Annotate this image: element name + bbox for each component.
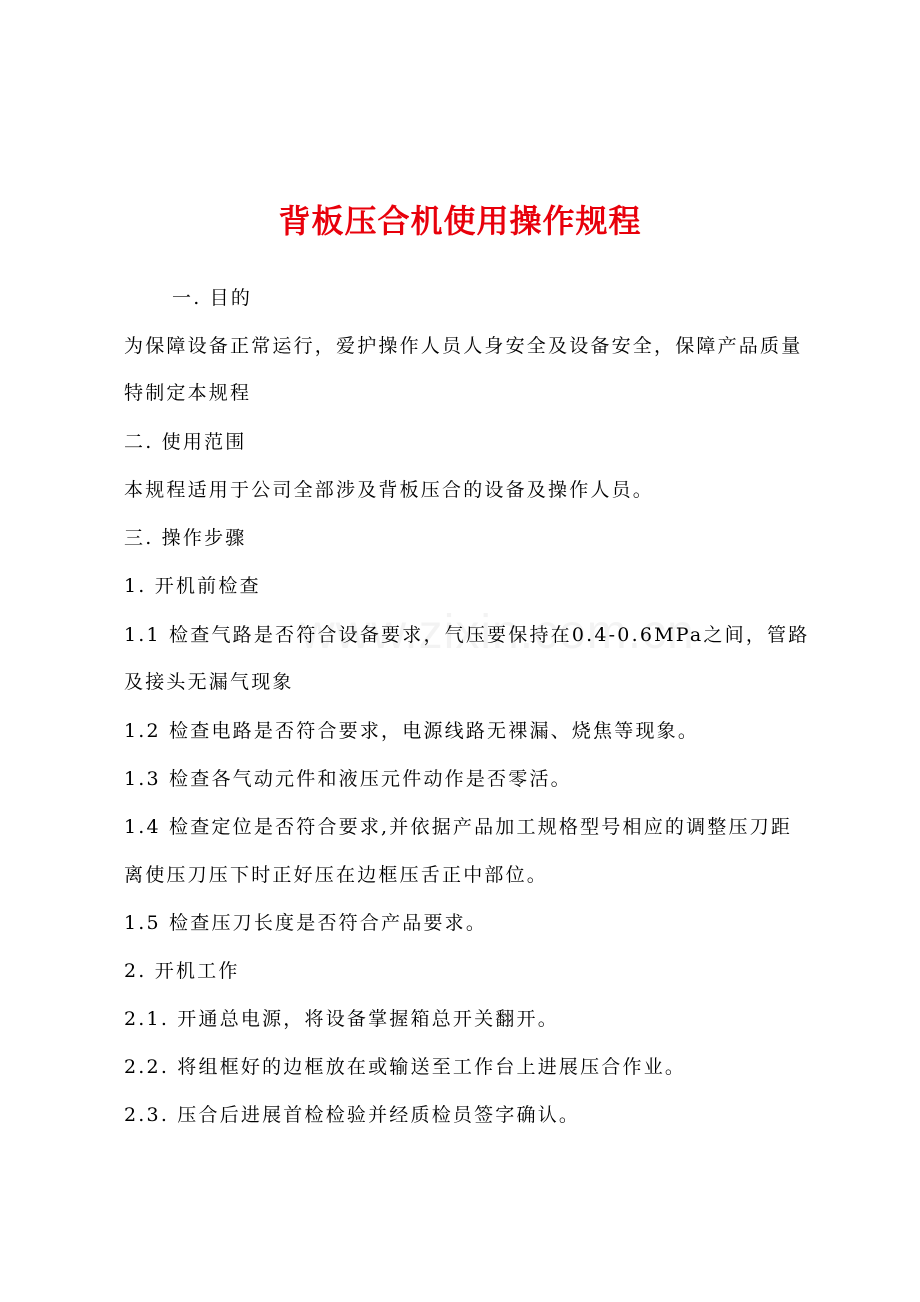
step-item-continuation: 离使压刀压下时正好压在边框压舌正中部位。 — [124, 864, 549, 886]
step-item-continuation: 及接头无漏气现象 — [124, 671, 294, 693]
step-item: 2.2. 将组框好的边框放在或输送至工作台上进展压合作业。 — [124, 1056, 687, 1078]
step-item: 1.5 检查压刀长度是否符合产品要求。 — [124, 912, 488, 934]
paragraph-line: 特制定本规程 — [124, 382, 252, 404]
step-item: 1.1 检查气路是否符合设备要求，气压要保持在0.4-0.6MPa之间，管路 — [124, 624, 810, 646]
paragraph-line: 为保障设备正常运行，爱护操作人员人身安全及设备安全，保障产品质量 — [124, 335, 803, 357]
section-heading-steps: 三. 操作步骤 — [124, 527, 247, 549]
step-heading: 2. 开机工作 — [124, 960, 240, 982]
section-heading-purpose: 一. 目的 — [172, 287, 253, 309]
step-item: 2.3. 压合后进展首检检验并经质检员签字确认。 — [124, 1104, 581, 1126]
step-heading: 1. 开机前检查 — [124, 575, 261, 597]
step-item: 1.3 检查各气动元件和液压元件动作是否零活。 — [124, 768, 572, 790]
paragraph-line: 本规程适用于公司全部涉及背板压合的设备及操作人员。 — [124, 479, 655, 501]
section-heading-scope: 二. 使用范围 — [124, 431, 247, 453]
document-title: 背板压合机使用操作规程 — [278, 202, 642, 240]
step-item: 1.4 检查定位是否符合要求,并依据产品加工规格型号相应的调整压刀距 — [124, 816, 793, 838]
step-item: 2.1. 开通总电源，将设备掌握箱总开关翻开。 — [124, 1008, 559, 1030]
step-item: 1.2 检查电路是否符合要求，电源线路无裸漏、烧焦等现象。 — [124, 720, 700, 742]
